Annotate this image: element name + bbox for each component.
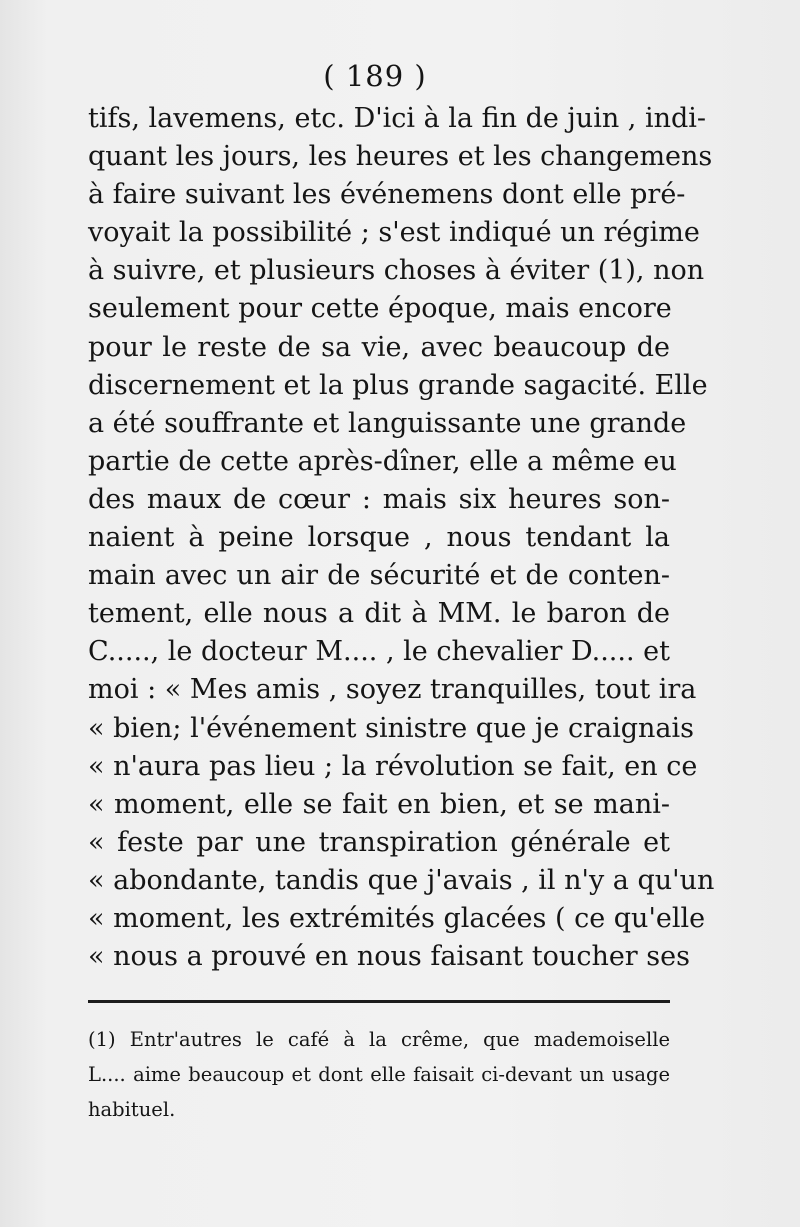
text-line: tement, elle nous a dit à MM. le baron de [88,598,670,630]
text-line: a été souffrante et languissante une grande [88,407,687,439]
text-line: moi : « Mes amis , soyez tranquilles, tout ira [88,674,697,706]
text-line: partie de cette après-dîner, elle a même eu [88,445,677,477]
text-line: « bien; l'événement sinistre que je craignais [88,712,694,744]
text-line: « abondante, tandis que j'avais , il n'y a qu'un [88,864,715,896]
text-line: à faire suivant les événemens dont elle pré- [88,179,686,211]
footnote-line: L.... aime beaucoup et dont elle faisait ci-devant un usage [88,1063,670,1086]
text-line: pour le reste de sa vie, avec beaucoup de [88,331,670,363]
page-number: ( 189 ) [323,59,427,93]
text-line: « nous a prouvé en nous faisant toucher ses [88,941,690,973]
text-line: « n'aura pas lieu ; la révolution se fait, en ce [88,750,698,782]
text-line: voyait la possibilité ; s'est indiqué un régime [88,217,700,249]
text-line: à suivre, et plusieurs choses à éviter (1), non [88,255,705,287]
text-line: « feste par une transpiration générale et [88,826,670,858]
footnote [88,1022,670,1127]
text-line: tifs, lavemens, etc. D'ici à la fin de juin , indi- [88,103,707,134]
text-line: main avec un air de sécurité et de conten- [88,560,670,592]
text-line: naient à peine lorsque , nous tendant la [88,522,670,554]
text-line: seulement pour cette époque, mais encore [88,293,672,325]
text-line: « moment, les extrémités glacées ( ce qu'elle [88,902,706,934]
text-line: des maux de cœur : mais six heures son- [88,483,670,515]
text-line: quant les jours, les heures et les changemens [88,141,713,173]
footnote-divider [88,1000,670,1003]
text-line: C....., le docteur M.... , le chevalier D..... et [88,636,670,668]
footnote-line: habituel. [88,1098,176,1121]
text-line: discernement et la plus grande sagacité. Elle [88,369,708,401]
footnote-line: (1) Entr'autres le café à la crême, que mademoiselle [88,1028,670,1051]
text-line: « moment, elle se fait en bien, et se mani- [88,788,670,820]
body-text [88,100,715,976]
